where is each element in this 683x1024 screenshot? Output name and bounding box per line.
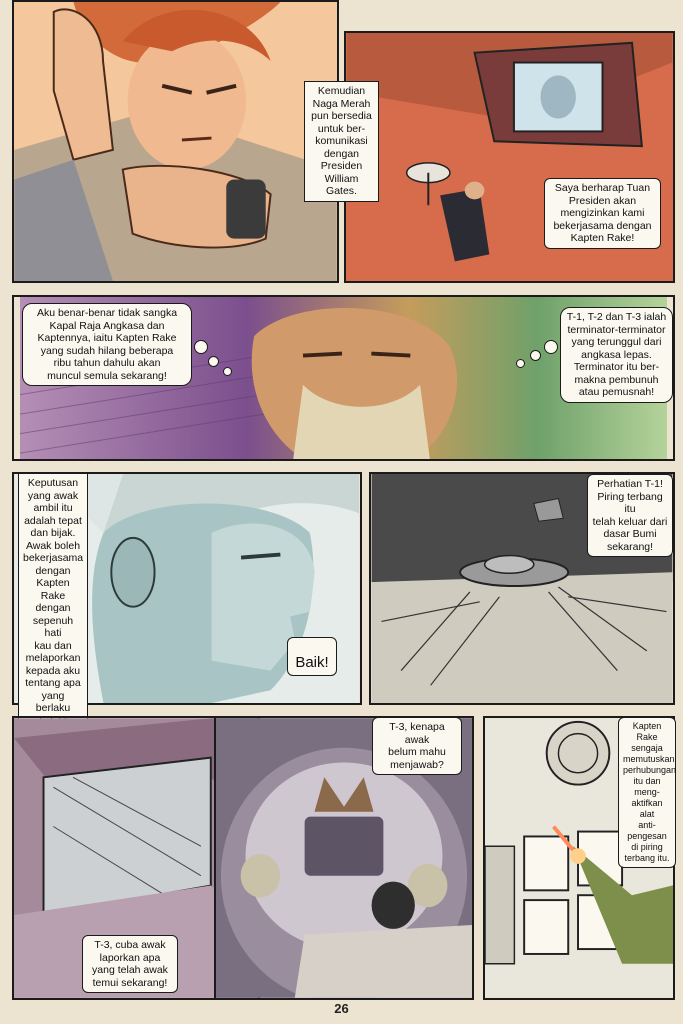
thought-dot [516, 359, 525, 368]
speech-bubble-anti-detector: Kapten Rake sengaja memutuskan perhubungan itu dan meng- aktifkan alat anti-pengesan di piring terbang itu. [618, 717, 676, 868]
speech-bubble-hero: Saya berharap Tuan Presiden akan mengizinkan kami bekerjasama dengan Kapten Rake! [544, 178, 661, 249]
thought-dot [208, 356, 219, 367]
thought-dot [530, 350, 541, 361]
narration-caption: Kemudian Naga Merah pun bersedia untuk ber- komunikasi dengan Presiden William Gates. [304, 81, 379, 202]
thought-dot [223, 367, 232, 376]
thought-bubble-president: Aku benar-benar tidak sangka Kapal Raja Angkasa dan Kaptennya, iaitu Kapten Rake yang sudah hilang beberapa ribu tahun dahulu akan muncul semula sekarang! [22, 303, 192, 386]
speech-bubble-reply [287, 637, 337, 676]
speech-bubble-no-answer: T-3, kenapa awak belum mahu menjawab? [372, 717, 462, 775]
page-number: 26 [334, 1001, 349, 1016]
thought-dot [194, 340, 208, 354]
reply-text: Baik! [295, 653, 329, 671]
speech-bubble-rake-request: T-3, cuba awak laporkan apa yang telah awak temui sekarang! [82, 935, 178, 993]
thought-dot [544, 340, 558, 354]
hero-listening-art [14, 2, 337, 281]
thought-bubble-president-right: T-1, T-2 dan T-3 ialah terminator-terminator yang terunggul dari angkasa lepas. Terminator itu ber- makna pembunuh atau pemusnah! [560, 307, 673, 403]
panel-hero-listening [12, 0, 339, 283]
speech-bubble-alert: Perhatian T-1! Piring terbang itu telah keluar dari dasar Bumi sekarang! [587, 474, 673, 557]
speech-caption-president: Keputusan yang awak ambil itu adalah tepat dan bijak. Awak boleh bekerjasama dengan Kapten Rake dengan sepenuh hati kau dan melaporkan kepada aku tentang apa yang berlaku [18, 473, 88, 731]
